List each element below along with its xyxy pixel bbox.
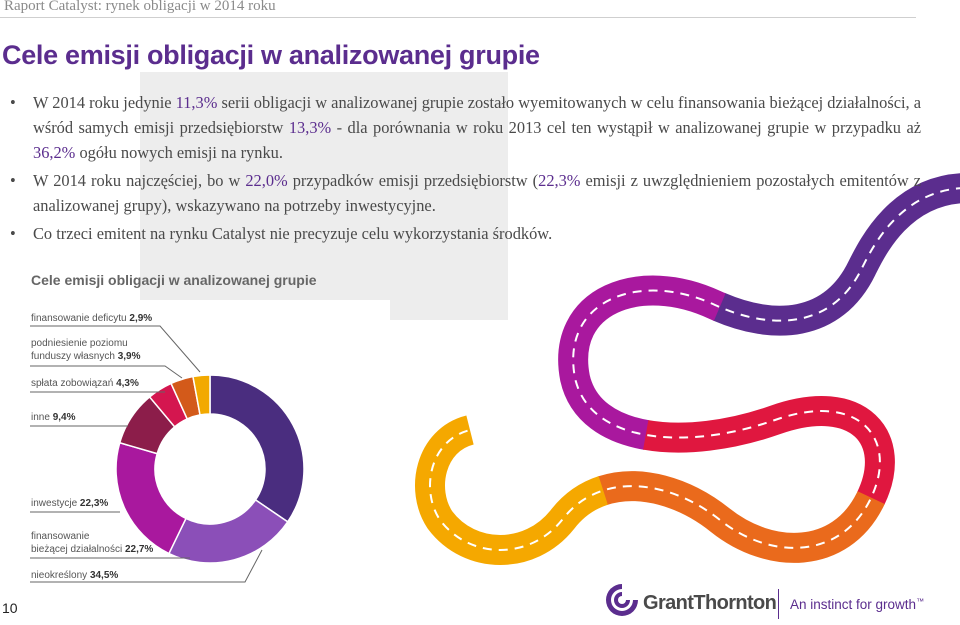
highlight-value: 22,0% bbox=[245, 171, 288, 190]
label-inne: inne 9,4% bbox=[31, 412, 76, 423]
label-podniesienie-funduszy: podniesienie poziomu funduszy własnych 3,9% bbox=[31, 338, 141, 362]
label-splata-zobowiazan: spłata zobowiązań 4,3% bbox=[31, 378, 139, 389]
footer-divider bbox=[778, 589, 779, 619]
report-header-title: Raport Catalyst: rynek obligacji w 2014 roku bbox=[4, 0, 276, 14]
label-inwestycje: inwestycje 22,3% bbox=[31, 498, 109, 509]
grant-thornton-logo-icon bbox=[605, 583, 639, 617]
label-finansowanie-deficytu: finansowanie deficytu 2,9% bbox=[31, 313, 153, 324]
bullet-item-1: • W 2014 roku jedynie 11,3% serii obligacji w analizowanej grupie zostało wyemitowanych w celu finansowania bieżącej działalności, a wśród samych emisji przedsiębiorstw 13,3% - dla porównania w roku 2013 cel ten wystąpił w analizowanej grupie w przypadku aż 36,2% ogółu nowych emisji na rynku. bbox=[10, 90, 921, 165]
highlight-value: 36,2% bbox=[33, 143, 76, 162]
page-number: 10 bbox=[2, 600, 18, 616]
highlight-value: 13,3% bbox=[288, 118, 332, 137]
bullet-item-2: • W 2014 roku najczęściej, bo w 22,0% przypadków emisji przedsiębiorstw (22,3% emisji z uwzględnieniem pozostałych emitentów z analizowanej grupy), wskazywano na potrzeby inwestycyjne. bbox=[10, 168, 921, 218]
label-biezaca-dzialalnosc: finansowanie bieżącej działalności 22,7% bbox=[31, 531, 154, 555]
bullet-item-3: • Co trzeci emitent na rynku Catalyst nie precyzuje celu wykorzystania środków. bbox=[10, 221, 921, 246]
highlight-value: 22,3% bbox=[538, 171, 581, 190]
highlight-value: 11,3% bbox=[175, 93, 218, 112]
chart-title: Cele emisji obligacji w analizowanej grupie bbox=[31, 272, 317, 288]
brand-tagline: An instinct for growth™ bbox=[790, 597, 925, 612]
label-nieokreslony: nieokreślony 34,5% bbox=[31, 570, 119, 581]
brand-name: GrantThornton bbox=[643, 592, 777, 614]
page-title: Cele emisji obligacji w analizowanej grupie bbox=[2, 40, 540, 70]
